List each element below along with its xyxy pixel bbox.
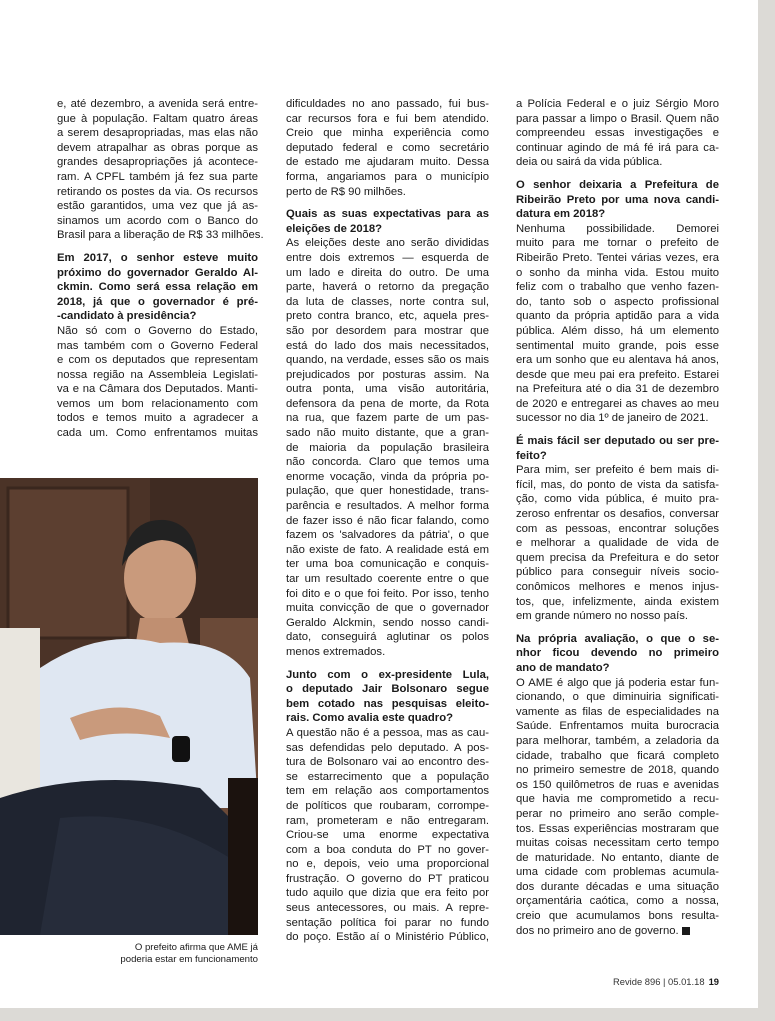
text-line: grandes desapropriações já acontece- bbox=[57, 156, 258, 169]
text-line: deia ou sairá da vida pública. bbox=[516, 156, 663, 169]
text-line: o sonho da minha vida. Estou muito bbox=[516, 266, 719, 279]
text-line: tar um resultado coerente entre o que bbox=[286, 573, 489, 585]
paragraph-gap bbox=[286, 199, 489, 207]
text-line: gue à população. Faltam quatro áreas bbox=[57, 112, 258, 125]
text-line: pública. Além disso, há um elemento bbox=[516, 324, 719, 337]
text-line: Saúde. Enfrentamos muita burocracia bbox=[516, 720, 719, 733]
text-line: de políticos que roubaram, corrompe- bbox=[286, 799, 489, 812]
text-line: outra ponta, uma visão autoritária, bbox=[286, 383, 489, 396]
text-line: dato, conseguirá aglutinar os polos bbox=[286, 631, 489, 644]
text-line: um lado e direita do outro. De uma bbox=[286, 266, 489, 279]
text-line: Criou-se uma enorme expectativa bbox=[286, 829, 489, 842]
text-line: de maturidade. No entanto, diante de bbox=[516, 851, 719, 864]
question-line: Ribeirão Preto por uma nova candi- bbox=[516, 193, 719, 206]
text-line: ter uma boa comunicação e conquis- bbox=[286, 558, 489, 571]
text-line: cionando, o que diminuiria significati- bbox=[516, 691, 719, 704]
text-line: zeroso enfrentar os desafios, conversar bbox=[516, 508, 719, 521]
paragraph-gap bbox=[516, 170, 719, 178]
text-line: dos durante décadas e uma situação bbox=[516, 880, 719, 893]
paragraph-gap bbox=[286, 660, 489, 668]
text-line: vamente as filas de especialidades na bbox=[516, 705, 719, 718]
text-line: público para conseguir níveis socio- bbox=[516, 566, 719, 579]
text-line: sas defendidas pelo deputado. A pos- bbox=[286, 741, 489, 754]
text-line: tudo aquilo que dizia que era feito por bbox=[286, 887, 489, 900]
text-line: cidade, trabalho que ficará completo bbox=[516, 749, 719, 762]
question-line: eleições de 2018? bbox=[286, 222, 383, 235]
paragraph-gap bbox=[516, 426, 719, 434]
text-line: perar no primeiro ano serão comple- bbox=[516, 807, 719, 820]
question-line: nhor ficou devendo no primeiro bbox=[516, 647, 719, 660]
question-line: É mais fácil ser deputado ou ser pre- bbox=[516, 435, 719, 448]
paragraph-gap bbox=[57, 243, 258, 251]
text-line: devem atrapalhar as obras porque as bbox=[57, 141, 258, 154]
text-line: Ribeirão Preto. Tentei várias vezes, era bbox=[516, 251, 719, 264]
mayor-photo bbox=[0, 478, 258, 935]
text-line: pulação, que quer honestidade, trans- bbox=[286, 485, 489, 498]
text-line: orçamentária caótica, como a nossa, bbox=[516, 895, 719, 908]
text-line: no e, depois, veio uma proporcional bbox=[286, 858, 489, 871]
text-line: para passar a limpo o Brasil. Quem não bbox=[516, 112, 719, 125]
text-line: em grande número no nosso país. bbox=[516, 610, 689, 623]
text-line: do poço. Estão aí o Ministério Público, bbox=[286, 931, 489, 944]
text-line: preto contra branco, etc, aquela pres- bbox=[286, 310, 489, 323]
question-line: o deputado Jair Bolsonaro segue bbox=[286, 683, 489, 696]
text-line: Não só com o Governo do Estado, bbox=[57, 324, 258, 337]
text-line: tura de Bolsonaro vai ao encontro des- bbox=[286, 756, 489, 769]
text-line: está do lado dos mais necessitados, bbox=[286, 339, 489, 352]
question-line: Em 2017, o senhor esteve muito bbox=[57, 251, 258, 264]
text-line: Nenhuma possibilidade. Demorei bbox=[516, 222, 719, 235]
text-line: de estado me ajudaram muito. Dessa bbox=[286, 156, 489, 169]
text-line: enorme vocação, vinda da própria po- bbox=[286, 470, 489, 483]
text-line: ram. A CPFL também já fez sua parte bbox=[57, 170, 258, 183]
text-line: os 150 quilômetros de ruas e avenidas bbox=[516, 778, 719, 791]
text-line: de fazer isso é não ficar falando, como bbox=[286, 514, 489, 527]
text-line: creio que acumulamos bons resulta- bbox=[516, 910, 719, 923]
text-line: Creio que minha experiência como bbox=[286, 127, 489, 140]
question-line: próximo do governador Geraldo Al- bbox=[57, 266, 258, 279]
text-line: sucessor no dia 1º de janeiro de 2021. bbox=[516, 412, 709, 425]
text-line: de 2020 e entregarei as chaves ao meu bbox=[516, 397, 719, 410]
text-line: se estarrecimento que a população bbox=[286, 770, 489, 783]
end-of-article-icon bbox=[682, 927, 690, 935]
text-line: menos extremados. bbox=[286, 645, 386, 658]
page-number: 19 bbox=[708, 976, 719, 987]
text-line: fícil, mas, do ponto de vista da satisfa- bbox=[516, 478, 719, 491]
text-column-2 bbox=[286, 97, 489, 945]
text-line: quanto da própria aptidão para a vida bbox=[516, 310, 719, 323]
text-line: muito para me tornar o prefeito de bbox=[516, 237, 719, 250]
text-line: sinamos um acordo com o Banco do bbox=[57, 214, 258, 227]
text-line: uma cidade com problemas acumula- bbox=[516, 866, 719, 879]
text-line: quem precisa da Prefeitura e do setor bbox=[516, 551, 719, 564]
text-line: deputado federal e como secretário bbox=[286, 141, 489, 154]
text-line: continuar agindo de má fé irá para ca- bbox=[516, 141, 719, 154]
text-line: e com os deputados que representam bbox=[57, 354, 258, 367]
text-line: não existe de fato. A realidade está em bbox=[286, 543, 489, 556]
text-line: desde que meu pai era prefeito. Estarei bbox=[516, 368, 719, 381]
text-line: são por desordem para mostrar que bbox=[286, 324, 489, 337]
text-column-1 bbox=[57, 97, 264, 441]
text-line: defensora da pena de morte, da Rota bbox=[286, 397, 489, 410]
text-column-3 bbox=[516, 97, 719, 938]
text-line: a Polícia Federal e o juiz Sérgio Moro bbox=[516, 98, 719, 110]
text-line: Geraldo Alckmin, sendo nosso candi- bbox=[286, 616, 489, 629]
text-line: e, até dezembro, a avenida será entre- bbox=[57, 98, 258, 110]
text-line: com a boa conduta do PT no gover- bbox=[286, 843, 489, 856]
question-line: -candidato à presidência? bbox=[57, 310, 197, 323]
text-line: forma, angariamos para o município bbox=[286, 170, 489, 183]
text-line: car recursos fora e fui bem atendido. bbox=[286, 112, 489, 125]
text-line: frustração. O governo do PT praticou bbox=[286, 872, 489, 885]
question-line: O senhor deixaria a Prefeitura de bbox=[516, 178, 719, 191]
page-footer bbox=[597, 976, 719, 987]
text-line: ção, como vida pública, é muito pra- bbox=[516, 493, 719, 506]
text-line: muitas coisas necessitam certo tempo bbox=[516, 837, 719, 850]
question-line: Quais as suas expectativas para as bbox=[286, 208, 489, 221]
text-line: entre dois extremos — esquerda de bbox=[286, 251, 489, 264]
text-line: tos. Essas experiências mostraram que bbox=[516, 822, 719, 835]
question-line: feito? bbox=[516, 449, 547, 462]
text-line: O AME é algo que já poderia estar fun- bbox=[516, 676, 719, 689]
text-line: foi dito e o que foi feito. Por isso, tenho bbox=[286, 587, 489, 600]
question-line: datura em 2018? bbox=[516, 208, 606, 221]
question-line: rais. Como avalia este quadro? bbox=[286, 712, 453, 725]
text-line: compreendeu essas investigações e bbox=[516, 127, 719, 140]
text-line: dificuldades no ano passado, fui bus- bbox=[286, 98, 489, 110]
question-line: Na própria avaliação, o que o se- bbox=[516, 632, 719, 645]
text-line: a serem desapropriadas, mas elas não bbox=[57, 127, 258, 140]
text-line: conômicos melhores e menos injus- bbox=[516, 581, 719, 593]
issue-info: Revide 896 | 05.01.18 bbox=[612, 976, 705, 987]
text-line: dos no primeiro ano de governo. bbox=[516, 924, 719, 939]
text-line: vemos um bom relacionamento com bbox=[57, 397, 258, 410]
text-line: nossa região na Assembleia Legislati- bbox=[57, 368, 258, 381]
text-line: Para mim, ser prefeito é bem mais di- bbox=[516, 464, 719, 477]
caption-line-2: poderia estar em funcionamento bbox=[120, 954, 258, 965]
text-line: todos e temos muito a agradecer a bbox=[57, 412, 258, 425]
text-line: tos, que, infelizmente, ainda existem bbox=[516, 595, 719, 608]
text-line: mas também com o Governo Federal bbox=[57, 339, 258, 352]
text-line: parte, haverá o retorno da pregação bbox=[286, 281, 489, 294]
text-line: não concorda. Claro que temos uma bbox=[286, 456, 489, 469]
text-line: retirando os postes da via. Os recursos bbox=[57, 185, 258, 198]
mayor-photo-illustration bbox=[0, 478, 258, 935]
text-line: que havia me comprometido a recu- bbox=[516, 793, 719, 806]
text-line: na rua, que fazem parte de um pas- bbox=[286, 412, 489, 425]
text-line: tem em relação aos comportamentos bbox=[286, 785, 489, 798]
text-line: seus antecessores, ou mais. A repre- bbox=[286, 902, 489, 915]
text-line: perto de R$ 90 milhões. bbox=[286, 185, 406, 198]
text-line: A questão não é a pessoa, mas as cau- bbox=[286, 726, 489, 739]
text-line: da luta de classes, norte contra sul, bbox=[286, 295, 489, 308]
text-line: do, tanto sob o aspecto profissional bbox=[516, 295, 719, 308]
text-line: va e na Câmara dos Deputados. Manti- bbox=[57, 383, 258, 396]
text-line: na Prefeitura até o dia 31 de dezembro bbox=[516, 383, 719, 396]
text-line: fazem os 'salvadores da pátria', o que bbox=[286, 529, 489, 542]
text-line: ram, prometeram e não entregaram. bbox=[286, 814, 489, 827]
text-line: muita convicção de que o governador bbox=[286, 602, 489, 615]
text-line: e melhorar a qualidade de vida de bbox=[516, 537, 719, 550]
text-line: de maioria da população brasileira bbox=[286, 441, 489, 454]
text-line: parência e resultados. A melhor forma bbox=[286, 500, 489, 513]
text-line: sentimental muito grande, pois esse bbox=[516, 339, 719, 352]
text-line: com as pessoas, encontrar soluções bbox=[516, 522, 719, 535]
question-line: ano de mandato? bbox=[516, 661, 610, 674]
text-line: era um sonho que eu alentava há anos, bbox=[516, 354, 719, 367]
text-line: Brasil para a liberação de R$ 33 milhões. bbox=[57, 229, 264, 242]
text-line: sado não muito distante, que a gran- bbox=[286, 427, 489, 440]
text-line: prejudicados por posturas assim. Na bbox=[286, 368, 489, 381]
question-line: Junto com o ex-presidente Lula, bbox=[286, 668, 489, 681]
text-line: As eleições deste ano serão divididas bbox=[286, 237, 489, 250]
text-line: quando, na verdade, esses são os mais bbox=[286, 354, 489, 367]
text-line: estão garantidos, uma vez que já as- bbox=[57, 200, 258, 213]
photo-caption bbox=[100, 942, 258, 966]
paragraph-gap bbox=[516, 624, 719, 632]
question-line: ckmin. Como será essa relação em bbox=[57, 281, 258, 294]
caption-line-1: O prefeito afirma que AME já bbox=[134, 942, 258, 953]
text-line: sentação política foi parar no fundo bbox=[286, 916, 489, 929]
question-line: bem cotado nas pesquisas eleito- bbox=[286, 697, 489, 710]
text-line: para melhorar, também, a zeladoria da bbox=[516, 734, 719, 747]
text-line: feliz com o trabalho que venho fazen- bbox=[516, 281, 719, 294]
text-line: no primeiro semestre de 2018, quando bbox=[516, 764, 719, 777]
question-line: 2018, já que o governador é pré- bbox=[57, 295, 258, 308]
text-line: cada um. Como enfrentamos muitas bbox=[57, 427, 258, 440]
